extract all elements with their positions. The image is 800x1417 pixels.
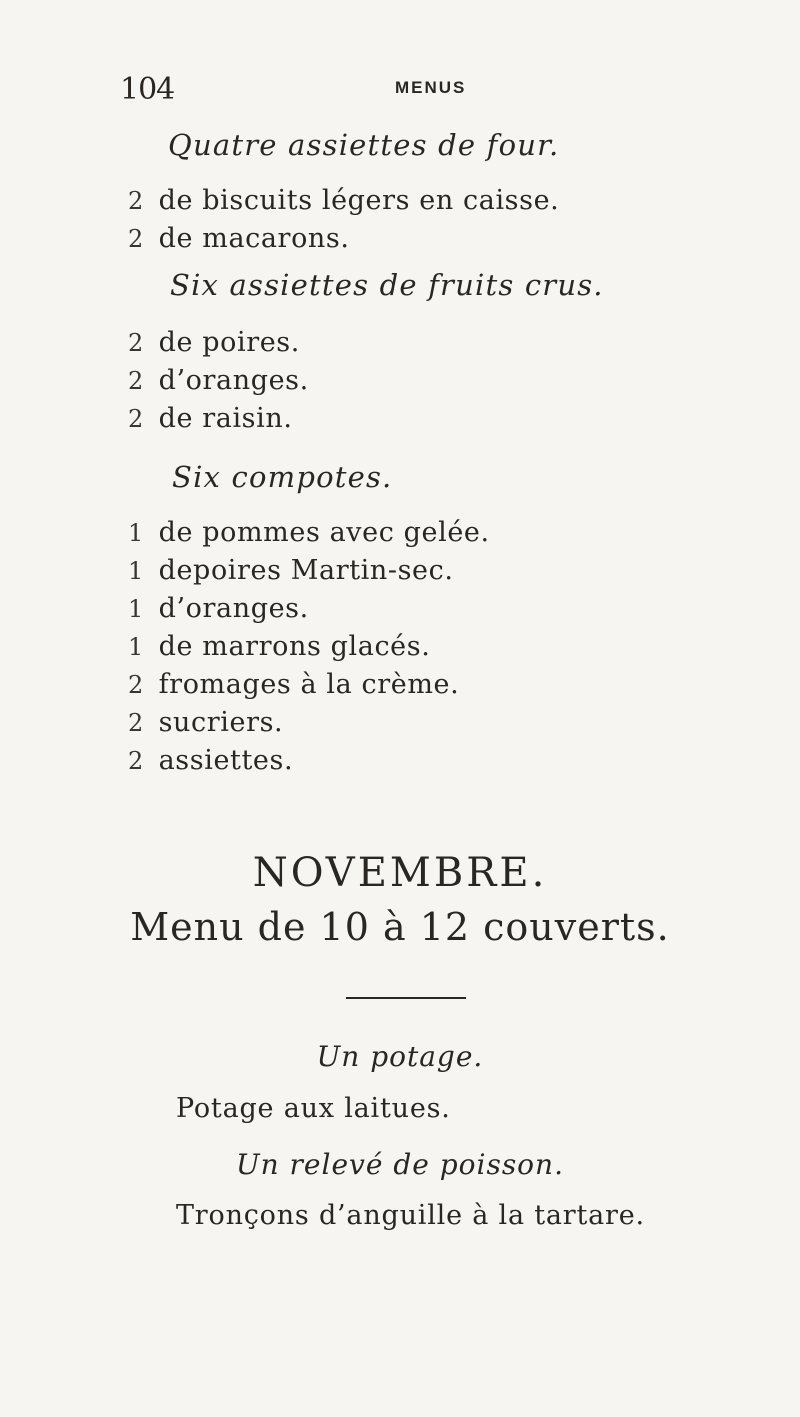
- item-quantity: 2: [128, 709, 144, 737]
- section-list-four: [128, 182, 559, 258]
- list-item: [128, 742, 490, 780]
- section-list-compotes: [128, 514, 490, 780]
- page-number: 104: [120, 72, 175, 107]
- menu-subtitle: Menu de 10 à 12 couverts.: [130, 905, 670, 949]
- item-label: d’oranges.: [158, 365, 309, 396]
- section-list-fruits: [128, 324, 309, 438]
- dish-potage: Potage aux laitues.: [176, 1093, 451, 1124]
- item-quantity: 2: [128, 367, 144, 395]
- dish-poisson: Tronçons d’anguille à la tartare.: [176, 1200, 645, 1231]
- item-label: de poires.: [158, 327, 300, 358]
- section-heading-four: Quatre assiettes de four.: [168, 128, 560, 162]
- list-item: [128, 552, 490, 590]
- list-item: [128, 362, 309, 400]
- item-quantity: 1: [128, 557, 144, 585]
- list-item: [128, 514, 490, 552]
- section-heading-fruits: Six assiettes de fruits crus.: [170, 268, 604, 302]
- item-label: depoires Martin-sec.: [158, 555, 454, 586]
- item-label: de raisin.: [158, 403, 293, 434]
- item-quantity: 1: [128, 633, 144, 661]
- course-heading-poisson: Un relevé de poisson.: [236, 1148, 564, 1181]
- list-item: [128, 182, 559, 220]
- item-label: assiettes.: [158, 745, 294, 776]
- item-label: de macarons.: [158, 223, 350, 254]
- running-title: MENUS: [395, 78, 467, 97]
- item-label: d’oranges.: [158, 593, 309, 624]
- item-quantity: 2: [128, 747, 144, 775]
- item-quantity: 2: [128, 329, 144, 357]
- item-quantity: 1: [128, 595, 144, 623]
- running-header: [120, 72, 680, 107]
- list-item: [128, 400, 309, 438]
- section-heading-compotes: Six compotes.: [172, 460, 393, 494]
- list-item: [128, 704, 490, 742]
- month-title: NOVEMBRE.: [252, 850, 548, 896]
- list-item: [128, 628, 490, 666]
- course-heading-potage: Un potage.: [316, 1040, 484, 1073]
- item-label: sucriers.: [158, 707, 284, 738]
- item-quantity: 2: [128, 225, 144, 253]
- item-quantity: 2: [128, 187, 144, 215]
- list-item: [128, 324, 309, 362]
- item-label: fromages à la crème.: [158, 669, 460, 700]
- list-item: [128, 590, 490, 628]
- list-item: [128, 666, 490, 704]
- list-item: [128, 220, 559, 258]
- item-label: de marrons glacés.: [158, 631, 431, 662]
- item-label: de pommes avec gelée.: [158, 517, 490, 548]
- item-quantity: 2: [128, 671, 144, 699]
- item-quantity: 1: [128, 519, 144, 547]
- divider: [346, 997, 466, 999]
- item-label: de biscuits légers en caisse.: [158, 185, 560, 216]
- item-quantity: 2: [128, 405, 144, 433]
